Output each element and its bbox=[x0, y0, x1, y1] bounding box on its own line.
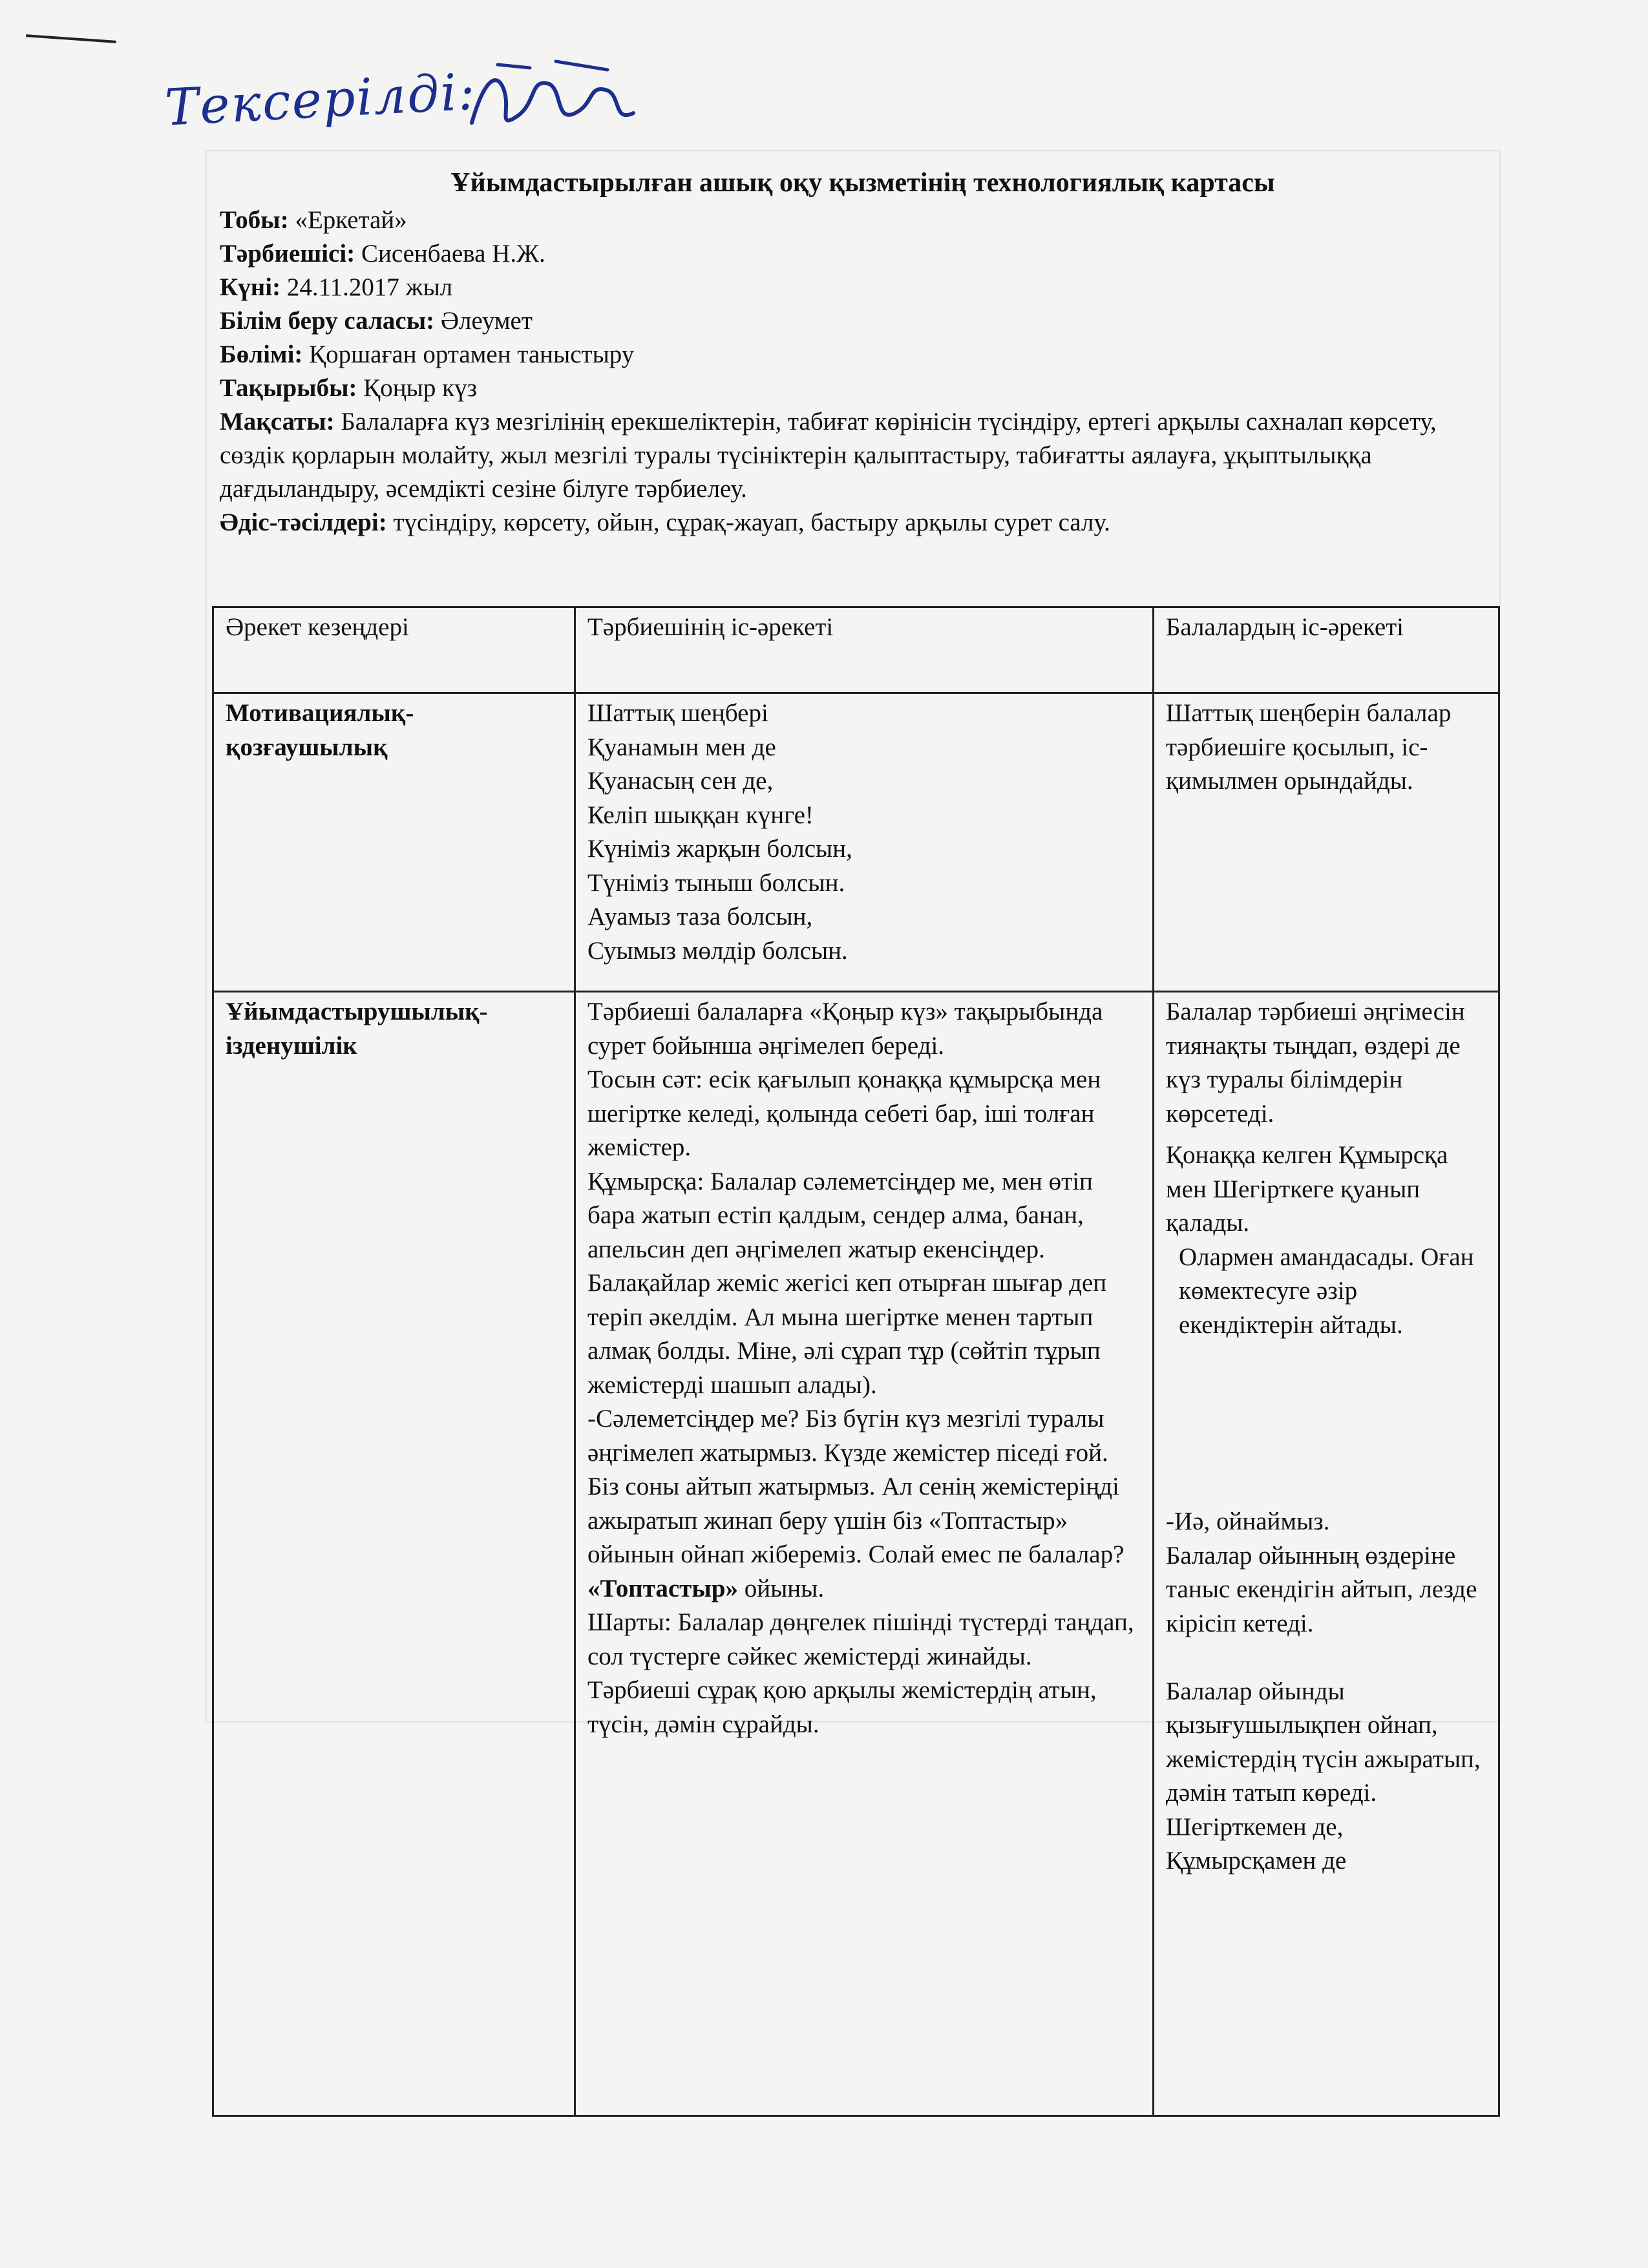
table-row bbox=[213, 992, 1499, 2116]
handwritten-signature bbox=[459, 52, 653, 149]
spacer bbox=[1166, 1641, 1486, 1675]
header-field-value: «Еркетай» bbox=[288, 206, 407, 234]
header-field-label: Күні: bbox=[220, 273, 281, 301]
teacher-paragraph: Шарты: Балалар дөңгелек пішінді түстерді таңдап, сол түстерге сәйкес жемістерді жинайды. bbox=[587, 1608, 1134, 1670]
children-paragraph: Қонаққа келген Құмырсқа мен Шегірткеге қуанып қалады. bbox=[1166, 1141, 1448, 1237]
methods-paragraph bbox=[220, 506, 1506, 540]
teacher-cell bbox=[575, 693, 1154, 992]
header-field-value: Сисенбаева Н.Ж. bbox=[355, 240, 545, 268]
stage-cell: Ұйымдастырушылық-ізденушілік bbox=[213, 992, 575, 2116]
spacer bbox=[1166, 1342, 1486, 1505]
children-paragraph: Балалар ойынды қызығушылықпен ойнап, жемістердің түсін ажыратып, дәмін татып көреді. Шегірткемен де, Құмырсқамен де bbox=[1166, 1677, 1481, 1874]
header-field-label: Тақырыбы: bbox=[220, 374, 357, 402]
goal-label: Мақсаты: bbox=[220, 408, 335, 436]
teacher-paragraph: Тәрбиеші балаларға «Қоңыр күз» тақырыбында сурет бойынша әңгімелеп береді. bbox=[587, 998, 1103, 1060]
document-title: Ұйымдастырылған ашық оқу қызметінің технологиялық картасы bbox=[450, 168, 1275, 198]
signature-row bbox=[165, 52, 746, 149]
teacher-line: Ауамыз таза болсын, bbox=[587, 903, 813, 930]
teacher-paragraph: Тосын сәт: есік қағылып қонаққа құмырсқа мен шегіртке келеді, қолында себеті бар, іші толған жемістер. bbox=[587, 1066, 1101, 1161]
children-cell bbox=[1154, 992, 1499, 2116]
header-field bbox=[220, 237, 1506, 271]
stage-cell: Мотивациялық-қозғаушылық bbox=[213, 693, 575, 992]
header-field-label: Білім беру саласы: bbox=[220, 307, 435, 335]
methods-text: түсіндіру, көрсету, ойын, сұрақ-жауап, бастыру арқылы сурет салу. bbox=[386, 509, 1110, 536]
header-stage: Әрекет кезеңдері bbox=[213, 607, 575, 693]
children-cell bbox=[1154, 693, 1499, 992]
header-field-label: Бөлімі: bbox=[220, 341, 303, 368]
goal-paragraph bbox=[220, 405, 1506, 506]
header-field-label: Тобы: bbox=[220, 206, 289, 234]
teacher-line: Күніміз жарқын болсын, bbox=[587, 835, 852, 863]
header-field-value: Қоршаған ортамен таныстыру bbox=[302, 341, 635, 368]
game-title-line bbox=[587, 1572, 1141, 1606]
table-row bbox=[213, 693, 1499, 992]
teacher-paragraph: Тәрбиеші сұрақ қою арқылы жемістердің атын, түсін, дәмін сұрайды. bbox=[587, 1676, 1097, 1738]
game-title-suffix: ойыны. bbox=[737, 1574, 825, 1602]
header-children: Балалардың іс-әрекеті bbox=[1154, 607, 1499, 693]
teacher-line: Келіп шыққан күнге! bbox=[587, 801, 814, 829]
teacher-paragraph: Құмырсқа: Балалар сәлеметсіңдер ме, мен өтіп бара жатып естіп қалдым, сендер алма, банан, апельсин деп әңгімелеп жатыр екенсіңдер. Балақайлар жеміс жегісі кеп отырған шығар деп теріп әкелдім. Ал мына шегіртке менен тартып алмақ болды. Міне, әлі сұрап тұр (сөйтіп тұрып жемістерді шашып алады). bbox=[587, 1167, 1107, 1399]
technology-map-table bbox=[212, 606, 1500, 2117]
corner-pen-mark bbox=[26, 34, 116, 43]
teacher-cell bbox=[575, 992, 1154, 2116]
header-field-label: Тәрбиешісі: bbox=[220, 240, 355, 268]
teacher-line: Қуанасың сен де, bbox=[587, 767, 774, 795]
game-title: «Топтастыр» bbox=[587, 1574, 738, 1602]
goal-text: Балаларға күз мезгілінің ерекшеліктерін, табиғат көрінісін түсіндіру, ертегі арқылы сахналап көрсету, сөздік қорларын молайту, жыл мезгілі туралы түсініктерін қалыптастыру, табиғатты аялауға, ұқыптылыққа дағдыландыру, әсемдікті сезіне білуге тәрбиелеу. bbox=[220, 408, 1437, 503]
teacher-line: Түніміз тыныш болсын. bbox=[587, 868, 845, 897]
header-fields bbox=[220, 204, 1506, 405]
signature-label: Тексерілді: bbox=[163, 63, 478, 138]
children-paragraph: Балалар тәрбиеші әңгімесін тиянақты тыңдап, өздері де күз туралы білімдерін көрсетеді. bbox=[1166, 998, 1465, 1128]
header-field bbox=[220, 304, 1506, 338]
teacher-line: Шаттық шеңбері bbox=[587, 699, 768, 727]
header-field-value: Қоңыр күз bbox=[357, 374, 477, 402]
methods-label: Әдіс-тәсілдері: bbox=[220, 509, 387, 536]
header-field bbox=[220, 372, 1506, 405]
teacher-paragraph: -Сәлеметсіңдер ме? Біз бүгін күз мезгілі туралы әңгімелеп жатырмыз. Күзде жемістер піседі ғой. Біз соны айтып жатырмыз. Ал сенің жемістеріңді ажыратып жинап беру үшін біз «Топтастыр» ойынын ойнап жібереміз. Солай емес пе балалар? bbox=[587, 1405, 1125, 1568]
header-field-value: Әлеумет bbox=[434, 307, 533, 335]
children-paragraph: Олармен амандасады. Оған көмектесуге әзір екендіктерін айтады. bbox=[1179, 1243, 1474, 1339]
document-header bbox=[220, 165, 1506, 540]
header-field-value: 24.11.2017 жыл bbox=[280, 273, 453, 301]
header-field bbox=[220, 271, 1506, 304]
teacher-line: Суымыз мөлдір болсын. bbox=[587, 936, 848, 965]
header-teacher: Тәрбиешінің іс-әрекеті bbox=[575, 607, 1154, 693]
children-paragraph: Балалар ойынның өздеріне таныс екендігін айтып, лезде кірісіп кетеді. bbox=[1166, 1541, 1477, 1637]
table-header-row bbox=[213, 607, 1499, 693]
header-field bbox=[220, 204, 1506, 237]
teacher-line: Қуанамын мен де bbox=[587, 733, 776, 761]
header-field bbox=[220, 338, 1506, 372]
children-paragraph: -Иә, ойнаймыз. bbox=[1166, 1507, 1330, 1535]
children-text: Шаттық шеңберін балалар тәрбиешіге қосылып, іс-қимылмен орындайды. bbox=[1166, 699, 1452, 795]
spacer bbox=[1166, 1131, 1486, 1139]
